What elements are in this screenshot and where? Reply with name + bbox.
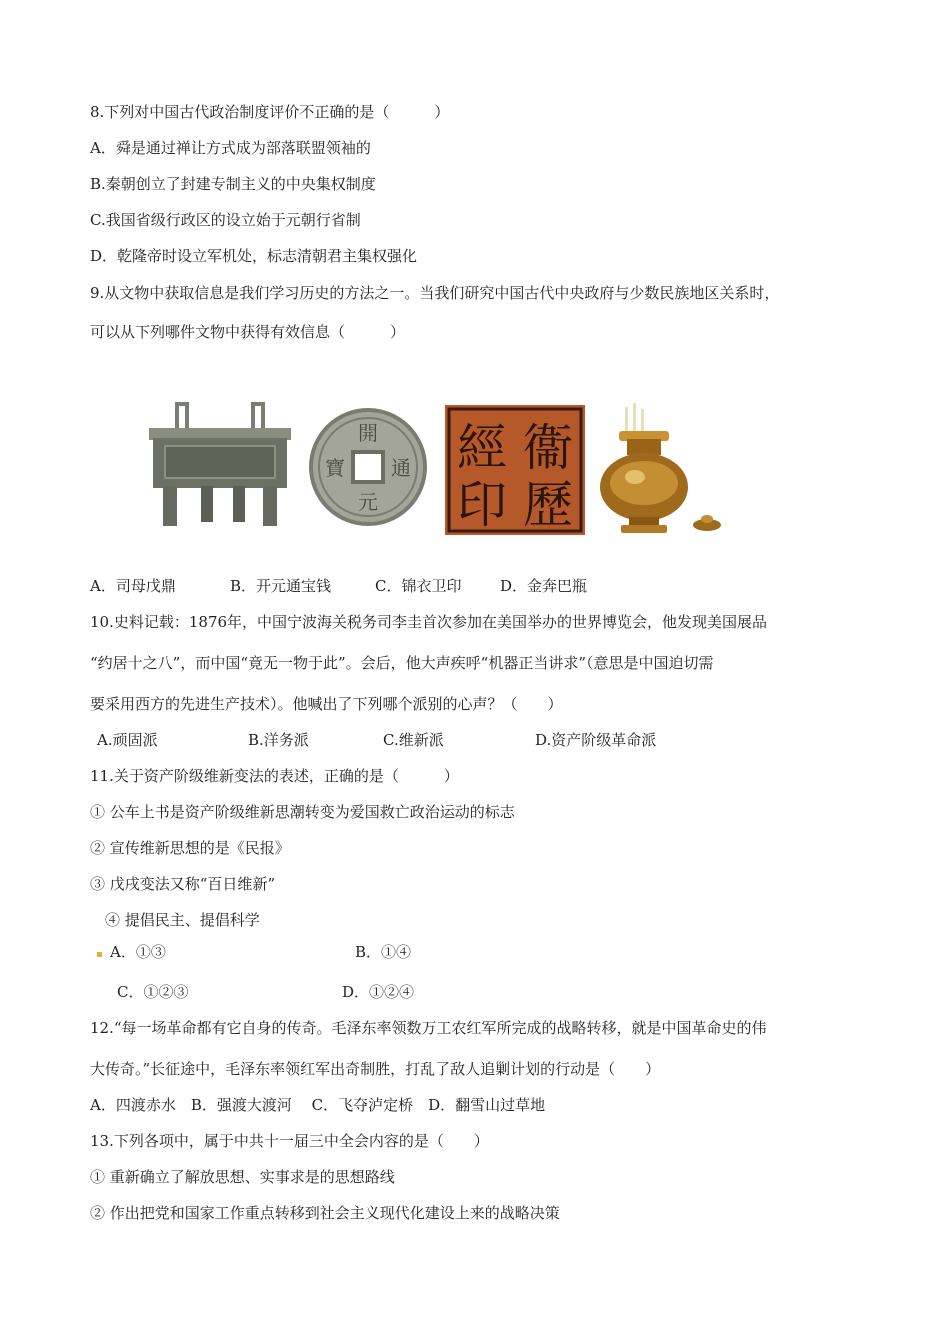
q9-stem-line2: 可以从下列哪件文物中获得有效信息（ ）: [90, 323, 406, 341]
q8-option-c: C.我国省级行政区的设立始于元朝行省制: [90, 211, 361, 229]
q8-stem: 8.下列对中国古代政治制度评价不正确的是（ ）: [90, 103, 450, 121]
coin-char-right: 通: [391, 456, 411, 480]
seal-char-3: 印: [457, 476, 507, 534]
q11-item-2: ② 宣传维新思想的是《民报》: [90, 839, 290, 857]
q11-option-b: B．①④: [355, 943, 412, 961]
q12-line1: 12.“每一场革命都有它自身的传奇。毛泽东率领数万工农红军所完成的战略转移，就是中国革命史的伟: [90, 1019, 767, 1037]
q10-line1: 10.史料记载：1876年，中国宁波海关税务司李圭首次参加在美国举办的世界博览会，他发现美国展品: [90, 613, 768, 631]
q8-option-b: B.秦朝创立了封建专制主义的中央集权制度: [90, 175, 376, 193]
q11-option-c: C．①②③: [117, 983, 189, 1001]
kaiyuan-coin-image: [308, 407, 428, 527]
q13-item-2: ② 作出把党和国家工作重点转移到社会主义现代化建设上来的战略决策: [90, 1204, 560, 1222]
q11-option-d: D．①②④: [342, 983, 415, 1001]
seal-char-1: 衞: [523, 419, 573, 477]
q11-item-4: ④ 提倡民主、提倡科学: [105, 911, 260, 929]
q8-option-a: A．舜是通过禅让方式成为部落联盟领袖的: [90, 139, 371, 157]
q10-option-d: D.资产阶级革命派: [535, 731, 657, 749]
q11-option-a: A．①③: [110, 943, 166, 961]
q10-line3: 要采用西方的先进生产技术）。他喊出了下列哪个派别的心声？（ ）: [90, 695, 563, 713]
q10-option-b: B.洋务派: [248, 731, 309, 749]
seal-char-2: 經: [457, 419, 507, 477]
q9-option-c: C．锦衣卫印: [375, 577, 462, 595]
jinyiwei-seal-image: [445, 405, 585, 535]
q10-option-c: C.维新派: [383, 731, 444, 749]
q10-line2: “约居十之八”，而中国“竟无一物于此”。会后，他大声疾呼“机器正当讲求”（意思是中国迫切需: [90, 654, 714, 672]
q13-stem: 13.下列各项中，属于中共十一届三中全会内容的是（ ）: [90, 1132, 489, 1150]
q12-line2: 大传奇。”长征途中，毛泽东率领红军出奇制胜，打乱了敌人追剿计划的行动是（ ）: [90, 1060, 661, 1078]
q9-stem-line1: 9.从文物中获取信息是我们学习历史的方法之一。当我们研究中国古代中央政府与少数民族地区关系时，: [90, 284, 780, 302]
q11-item-1: ① 公车上书是资产阶级维新思潮转变为爱国救亡政治运动的标志: [90, 803, 515, 821]
simuwu-ding-image: [145, 400, 295, 530]
highlight-mark: [97, 952, 102, 957]
q11-item-3: ③ 戊戌变法又称“百日维新”: [90, 875, 276, 893]
q11-stem: 11.关于资产阶级维新变法的表述，正确的是（ ）: [90, 767, 459, 785]
q9-option-d: D．金奔巴瓶: [500, 577, 588, 595]
golden-urn-image: [595, 403, 735, 543]
q9-option-a: A．司母戊鼎: [90, 577, 176, 595]
q12-options: A．四渡赤水 B．强渡大渡河 C．飞夺泸定桥 D．翻雪山过草地: [90, 1096, 546, 1114]
q8-option-d: D．乾隆帝时设立军机处，标志清朝君主集权强化: [90, 247, 418, 265]
q10-option-a: A.顽固派: [97, 731, 158, 749]
coin-char-bottom: 元: [358, 490, 378, 514]
q9-option-b: B．开元通宝钱: [230, 577, 332, 595]
q13-item-1: ① 重新确立了解放思想、实事求是的思想路线: [90, 1168, 395, 1186]
coin-char-top: 開: [358, 421, 378, 445]
seal-char-4: 歷: [523, 476, 573, 534]
coin-char-left: 寶: [325, 456, 345, 480]
artifact-images: [140, 385, 740, 545]
